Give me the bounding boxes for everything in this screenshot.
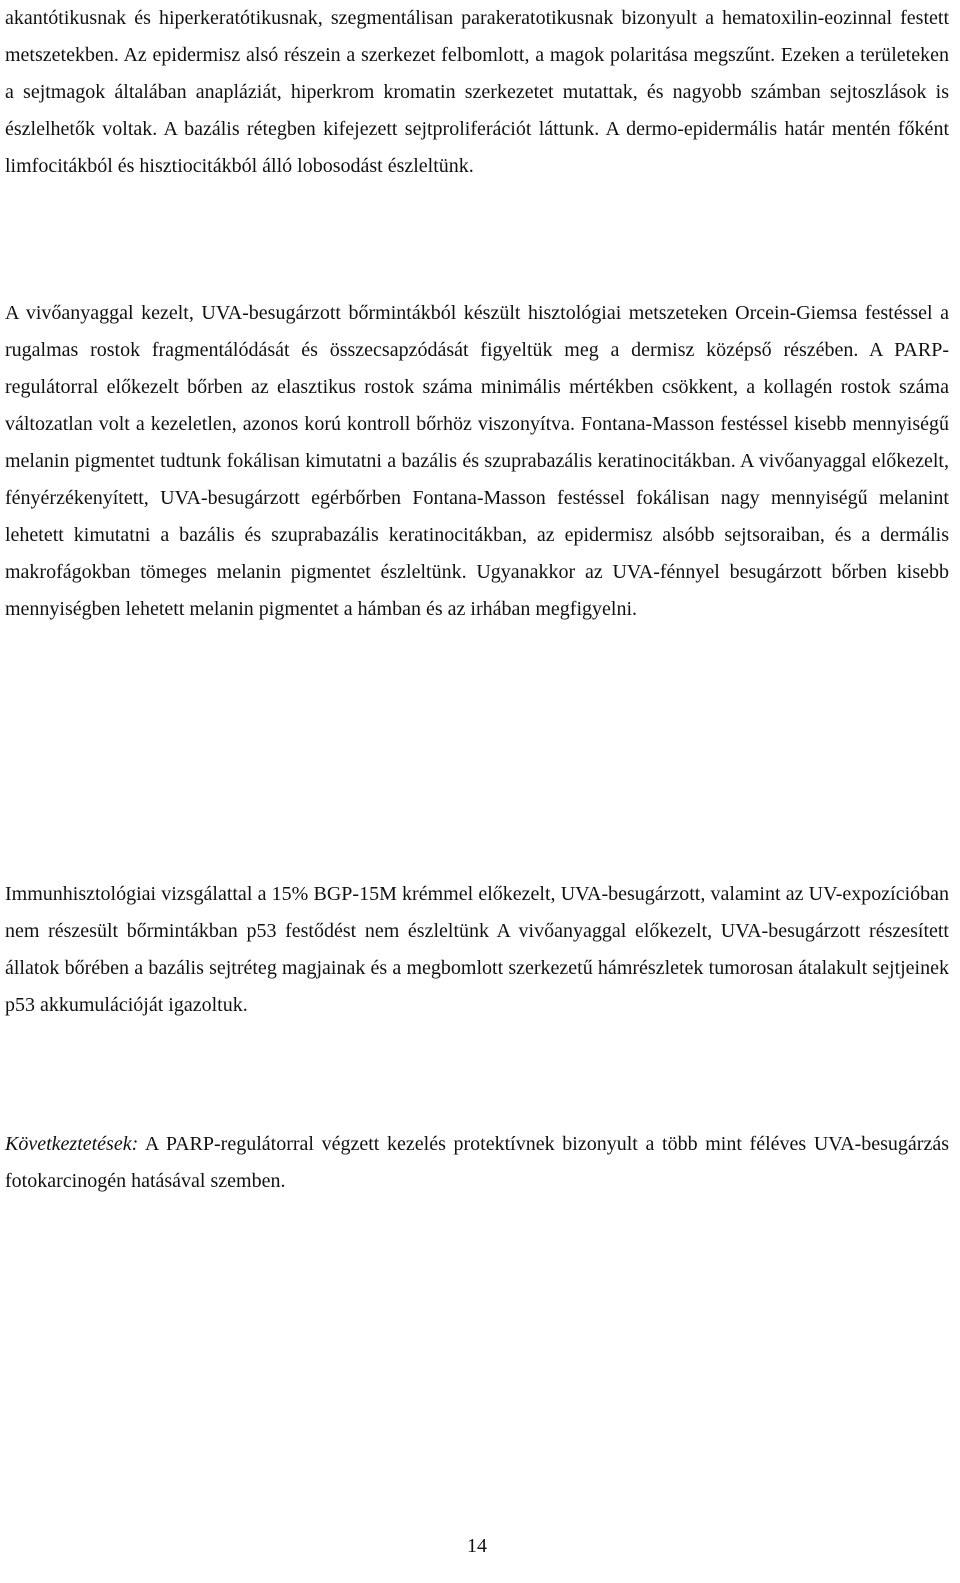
paragraph-staining-results: A vivőanyaggal kezelt, UVA-besugárzott bőrmintákból készült hisztológiai metszeteken Orcein-Giemsa festéssel a rugalmas rostok fragmentálódását és összecsapzódását figyeltük meg a dermisz középső részében. A PARP-regulátorral előkezelt bőrben az elasztikus rostok száma minimális mértékben csökkent, a kollagén rostok száma változatlan volt a kezeletlen, azonos korú kontroll bőrhöz viszonyítva. Fontana-Masson festéssel kisebb mennyiségű melanin pigmentet tudtunk fokálisan kimutatni a bazális és szuprabazális keratinocitákban. A vivőanyaggal előkezelt, fényérzékenyített, UVA-besugárzott egérbőrben Fontana-Masson festéssel fokálisan nagy mennyiségű melanint lehetett kimutatni a bazális és szuprabazális keratinocitákban, az epidermisz alsóbb sejtsoraiban, és a dermális makrofágokban tömeges melanin pigmentet észleltünk. Ugyanakkor az UVA-fénnyel besugárzott bőrben kisebb mennyiségben lehetett melanin pigmentet a hámban és az irhában megfigyelni. [5,302,949,620]
document-page [5,0,949,1583]
paragraph-immunohistology: Immunhisztológiai vizsgálattal a 15% BGP-15M krémmel előkezelt, UVA-besugárzott, valamint az UV-expozícióban nem részesült bőrmintákban p53 festődést nem észleltünk A vivőanyaggal előkezelt, UVA-besugárzott részesített állatok bőrében a bazális sejtréteg magjainak és a megbomlott szerkezetű hámrészletek tumorosan átalakult sejtjeinek p53 akkumulációját igazoltuk. [5,883,949,1016]
paragraph-conclusions [5,1126,949,1200]
conclusions-text: A PARP-regulátorral végzett kezelés protektívnek bizonyult a több mint féléves UVA-besugárzás fotokarcinogén hatásával szemben. [5,1133,949,1192]
paragraph-histology-findings: akantótikusnak és hiperkeratótikusnak, szegmentálisan parakeratotikusnak bizonyult a hematoxilin-eozinnal festett metszetekben. Az epidermisz alsó részein a szerkezet felbomlott, a magok polaritása megszűnt. Ezeken a területeken a sejtmagok általában anapláziát, hiperkrom kromatin szerkezetet mutattak, és nagyobb számban sejtoszlások is észlelhetők voltak. A bazális rétegben kifejezett sejtproliferációt láttunk. A dermo-epidermális határ mentén főként limfocitákból és hisztiocitákból álló lobosodást észleltünk. [5,7,949,177]
page-number: 14 [467,1535,487,1557]
conclusions-label: Következtetések: [5,1133,139,1155]
